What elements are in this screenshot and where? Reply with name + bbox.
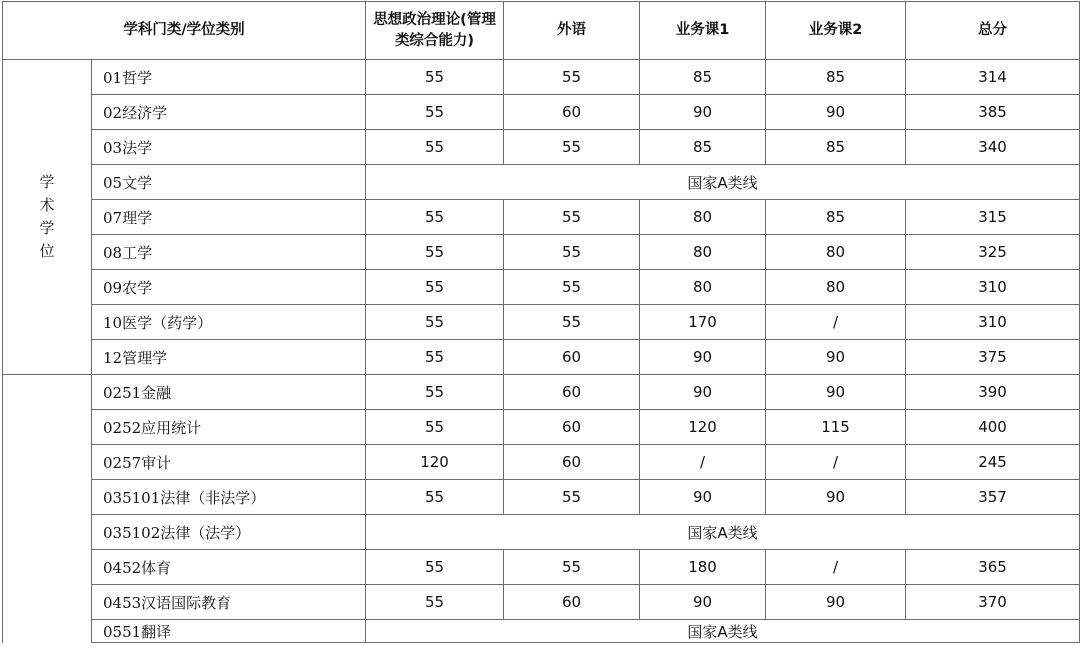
total-cell: 245 — [906, 445, 1080, 480]
course1-cell: 90 — [640, 375, 766, 410]
politics-cell: 55 — [366, 410, 504, 445]
politics-cell: 55 — [366, 550, 504, 585]
total-cell: 310 — [906, 270, 1080, 305]
foreign-language-cell: 60 — [504, 95, 640, 130]
header-politics: 思想政治理论(管理类综合能力) — [366, 2, 504, 60]
course2-cell: 90 — [766, 375, 906, 410]
subject-cell: 0551翻译 — [92, 620, 366, 643]
total-cell: 365 — [906, 550, 1080, 585]
table-row — [3, 305, 1080, 340]
subject-cell: 07理学 — [92, 200, 366, 235]
foreign-language-cell: 55 — [504, 130, 640, 165]
subject-cell: 0252应用统计 — [92, 410, 366, 445]
header-row — [3, 2, 1080, 60]
politics-cell: 55 — [366, 270, 504, 305]
total-cell: 370 — [906, 585, 1080, 620]
total-cell: 310 — [906, 305, 1080, 340]
politics-cell: 55 — [366, 305, 504, 340]
table-row — [3, 445, 1080, 480]
foreign-language-cell: 55 — [504, 270, 640, 305]
course2-cell: / — [766, 305, 906, 340]
course1-cell: 80 — [640, 235, 766, 270]
subject-cell: 0257审计 — [92, 445, 366, 480]
category-cell — [3, 375, 92, 643]
foreign-language-cell: 55 — [504, 480, 640, 515]
course1-cell: 85 — [640, 60, 766, 95]
total-cell: 325 — [906, 235, 1080, 270]
subject-cell: 03法学 — [92, 130, 366, 165]
merged-line-cell: 国家A类线 — [366, 620, 1080, 643]
course1-cell: 85 — [640, 130, 766, 165]
score-table — [2, 1, 1080, 643]
subject-cell: 09农学 — [92, 270, 366, 305]
course2-cell: 80 — [766, 270, 906, 305]
subject-cell: 0452体育 — [92, 550, 366, 585]
foreign-language-cell: 60 — [504, 585, 640, 620]
course2-cell: / — [766, 550, 906, 585]
politics-cell: 55 — [366, 95, 504, 130]
politics-cell: 55 — [366, 200, 504, 235]
foreign-language-cell: 60 — [504, 410, 640, 445]
course2-cell: 90 — [766, 340, 906, 375]
course1-cell: 80 — [640, 270, 766, 305]
merged-line-cell: 国家A类线 — [366, 165, 1080, 200]
table-row — [3, 410, 1080, 445]
category-cell — [3, 60, 92, 375]
subject-cell: 08工学 — [92, 235, 366, 270]
course2-cell: 90 — [766, 585, 906, 620]
category-label: 学术学位 — [39, 173, 55, 260]
course2-cell: / — [766, 445, 906, 480]
subject-cell: 12管理学 — [92, 340, 366, 375]
subject-cell: 05文学 — [92, 165, 366, 200]
foreign-language-cell: 55 — [504, 550, 640, 585]
course1-cell: 90 — [640, 480, 766, 515]
table-body — [3, 60, 1080, 643]
subject-cell: 10医学（药学） — [92, 305, 366, 340]
total-cell: 375 — [906, 340, 1080, 375]
table-row — [3, 620, 1080, 643]
table-row — [3, 375, 1080, 410]
foreign-language-cell: 55 — [504, 200, 640, 235]
table-row — [3, 340, 1080, 375]
total-cell: 385 — [906, 95, 1080, 130]
politics-cell: 55 — [366, 235, 504, 270]
header-foreign-language: 外语 — [504, 2, 640, 60]
politics-cell: 120 — [366, 445, 504, 480]
course1-cell: 180 — [640, 550, 766, 585]
subject-cell: 01哲学 — [92, 60, 366, 95]
course2-cell: 85 — [766, 130, 906, 165]
foreign-language-cell: 60 — [504, 340, 640, 375]
politics-cell: 55 — [366, 480, 504, 515]
politics-cell: 55 — [366, 375, 504, 410]
total-cell: 315 — [906, 200, 1080, 235]
subject-cell: 02经济学 — [92, 95, 366, 130]
course1-cell: 120 — [640, 410, 766, 445]
header-total: 总分 — [906, 2, 1080, 60]
foreign-language-cell: 60 — [504, 445, 640, 480]
table-row — [3, 165, 1080, 200]
table-row — [3, 95, 1080, 130]
table-row — [3, 130, 1080, 165]
course2-cell: 90 — [766, 480, 906, 515]
course2-cell: 85 — [766, 60, 906, 95]
foreign-language-cell: 55 — [504, 60, 640, 95]
header-category: 学科门类/学位类别 — [3, 2, 366, 60]
table-row — [3, 60, 1080, 95]
course1-cell: 170 — [640, 305, 766, 340]
table-row — [3, 200, 1080, 235]
total-cell: 390 — [906, 375, 1080, 410]
course1-cell: / — [640, 445, 766, 480]
table-row — [3, 235, 1080, 270]
course1-cell: 90 — [640, 340, 766, 375]
table-row — [3, 480, 1080, 515]
course2-cell: 85 — [766, 200, 906, 235]
subject-cell: 035102法律（法学） — [92, 515, 366, 550]
subject-cell: 035101法律（非法学） — [92, 480, 366, 515]
foreign-language-cell: 55 — [504, 235, 640, 270]
course2-cell: 115 — [766, 410, 906, 445]
course1-cell: 90 — [640, 585, 766, 620]
total-cell: 340 — [906, 130, 1080, 165]
politics-cell: 55 — [366, 60, 504, 95]
politics-cell: 55 — [366, 340, 504, 375]
table-row — [3, 515, 1080, 550]
course1-cell: 90 — [640, 95, 766, 130]
politics-cell: 55 — [366, 585, 504, 620]
politics-cell: 55 — [366, 130, 504, 165]
header-course2: 业务课2 — [766, 2, 906, 60]
table-row — [3, 550, 1080, 585]
subject-cell: 0453汉语国际教育 — [92, 585, 366, 620]
table-row — [3, 270, 1080, 305]
total-cell: 314 — [906, 60, 1080, 95]
foreign-language-cell: 55 — [504, 305, 640, 340]
total-cell: 357 — [906, 480, 1080, 515]
merged-line-cell: 国家A类线 — [366, 515, 1080, 550]
total-cell: 400 — [906, 410, 1080, 445]
course2-cell: 90 — [766, 95, 906, 130]
course1-cell: 80 — [640, 200, 766, 235]
header-course1: 业务课1 — [640, 2, 766, 60]
table-row — [3, 585, 1080, 620]
subject-cell: 0251金融 — [92, 375, 366, 410]
foreign-language-cell: 60 — [504, 375, 640, 410]
course2-cell: 80 — [766, 235, 906, 270]
